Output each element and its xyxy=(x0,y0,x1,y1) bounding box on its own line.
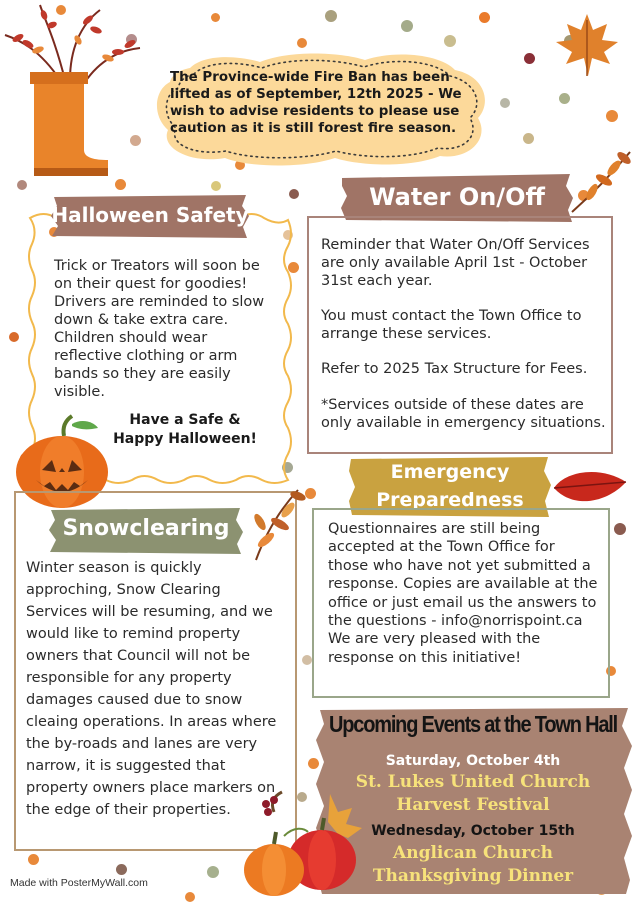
footer-credit: Made with PosterMyWall.com xyxy=(10,877,148,889)
halloween-closing-line2: Happy Halloween! xyxy=(113,431,257,447)
pumpkins-illustration xyxy=(238,782,366,900)
fall-leaves-illustration xyxy=(236,484,310,562)
water-contact: You must contact the Town Office to arrange these services. xyxy=(321,308,582,342)
event2-name-line2: Thanksgiving Dinner xyxy=(372,866,574,886)
snowclearing-body: Winter season is quickly approching, Snow Clearing Services will be resuming, and we would like to remind property owners that Council will not be responsible for any property damages caused due to snow cleaing operations. In areas where the by-roads and lanes are very narrow, it is suggested that property owners place markers on the edge of their properties. xyxy=(26,560,277,818)
halloween-closing-line1: Have a Safe & xyxy=(129,412,241,428)
fire-ban-notice: The Province-wide Fire Ban has been lifted as of September, 12th 2025 - We wish to advise residents to please use caution as it is still forest fire season. xyxy=(170,70,462,136)
halloween-body: Trick or Treators will soon be on their quest for goodies! Drivers are reminded to slow down & take extra care. Children should wear reflective clothing or arm bands so they are easily visible. xyxy=(54,258,265,400)
emergency-body: Questionnaires are still being accepted at the Town Office for those who have not yet submitted a response. Copies are available at the office or just email us the answers to the questions - info@norrispoint.ca We are very pleased with the response on this initiative! xyxy=(328,521,598,666)
water-fees: Refer to 2025 Tax Structure for Fees. xyxy=(321,361,588,377)
event1-name-line2: Harvest Festival xyxy=(396,795,550,815)
event1-name-line1: St. Lukes United Church xyxy=(355,772,591,792)
boot-branches-illustration xyxy=(0,0,150,185)
maple-leaf-illustration xyxy=(552,10,622,80)
event2-date: Wednesday, October 15th xyxy=(371,823,575,839)
water-reminder: Reminder that Water On/Off Services are only available April 1st - October 31st each year. xyxy=(321,237,590,289)
events-title: Upcoming Events at the Town Hall xyxy=(329,712,617,738)
autumn-branch-illustration xyxy=(570,146,636,216)
emergency-title-line1: Emergency xyxy=(390,461,510,483)
water-exceptions: *Services outside of these dates are only available in emergency situations. xyxy=(321,397,606,431)
event2-name-line1: Anglican Church xyxy=(393,843,553,863)
event1-date: Saturday, October 4th xyxy=(385,753,561,769)
snowclearing-title: Snowclearing xyxy=(62,516,230,541)
halloween-title: Halloween Safety xyxy=(51,203,249,227)
emergency-title-line2: Preparedness xyxy=(376,489,524,511)
red-leaf-illustration xyxy=(552,466,630,512)
water-title: Water On/Off xyxy=(369,183,545,211)
